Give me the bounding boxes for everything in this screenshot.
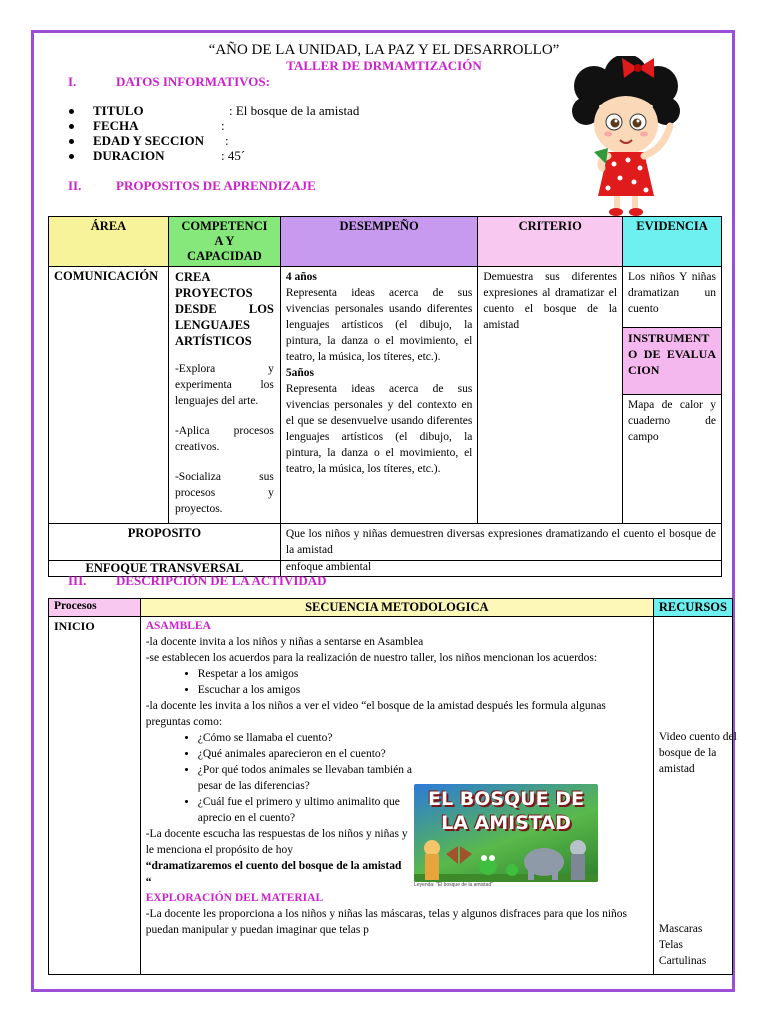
competencia-cell (168, 267, 280, 524)
header-area: ÁREA (49, 217, 169, 267)
list-item: • Respetar a los amigos (198, 666, 648, 682)
age-5: 5años (285, 367, 315, 379)
recurso-mascaras: Mascaras (658, 923, 703, 935)
paragraph-4: -La docente escucha las respuestas de los niños y niñas y le menciona el propósito de hoy (145, 828, 408, 856)
enfoque-label: ENFOQUE TRANSVERSAL (49, 561, 281, 577)
recurso-video: Video cuento del bosque de la amistad (658, 731, 737, 775)
recurso-telas: Telas (658, 939, 684, 951)
paragraph-2: -se establecen los acuerdos para la realización de nuestro taller, los niños mencionan los acuerdos: (145, 652, 598, 664)
header-recursos: RECURSOS (653, 599, 732, 617)
proceso-inicio: INICIO (49, 617, 141, 975)
field-duracion: DURACION : 45´ (93, 148, 245, 164)
bullet-icon (69, 124, 74, 129)
exploracion-heading: EXPLORACIÓN DEL MATERIAL (145, 892, 324, 904)
list-item: • ¿Por qué todos animales se llevaban también a pesar de las diferencias? (198, 762, 413, 794)
header-desempeno: DESEMPEÑO (280, 217, 477, 267)
header-evidencia: EVIDENCIA (623, 217, 722, 267)
activity-table (48, 598, 737, 975)
recursos-cell (653, 617, 737, 975)
proposito-label: PROPOSITO (49, 524, 281, 561)
recurso-cartulinas: Cartulinas (658, 955, 707, 967)
age-4: 4 años (285, 271, 317, 283)
header-competencia: COMPETENCI A Y CAPACIDAD (168, 217, 280, 267)
asamblea-heading: ASAMBLEA (145, 620, 211, 632)
banner-title-2: LA AMISTAD (441, 812, 571, 834)
video-thumbnail (414, 784, 598, 882)
desempeno-5: Representa ideas acerca de sus vivencias personales y del contexto en el que se desenvuelve usando diferentes lenguajes artísticos (el dibujo, la pintura, la danza o el movimiento, el teatro, la música, los títeres, etc.). (285, 383, 473, 475)
bullet-icon (69, 139, 74, 144)
bullet-icon (69, 109, 74, 114)
capacidad-2: -Aplica procesos creativos. (174, 425, 274, 453)
field-fecha: FECHA : (93, 118, 225, 134)
workshop-title: TALLER DE DRMAMTIZACIÓN (286, 58, 482, 73)
field-titulo: TITULO : El bosque de la amistad (93, 103, 359, 119)
paragraph-4-bold: “dramatizaremos el cuento del bosque de la amistad “ (145, 860, 402, 888)
enfoque-value: enfoque ambiental (280, 561, 721, 577)
desempeno-4: Representa ideas acerca de sus vivencias personales usando diferentes lenguajes artísticos (el dibujo, la pintura, la danza o el movimiento, el teatro, la música, los títeres, etc.). (285, 287, 473, 363)
preguntas-list (146, 730, 413, 826)
area-value: COMUNICACIÓN (49, 267, 169, 524)
animal-characters-icon (414, 834, 598, 882)
instrumento-value: Mapa de calor y cuaderno de campo (628, 399, 716, 443)
section-2-heading: II. PROPOSITOS DE APRENDIZAJE (68, 178, 316, 193)
paragraph-5: -La docente les proporciona a los niños y niñas las máscaras, telas y algunos disfraces para que los niños puedan manipular y puedan imaginar que telas p (145, 908, 627, 936)
criterio-value: Demuestra sus diferentes expresiones al dramatizar el cuento el bosque de la amistad (478, 267, 623, 524)
bullet-icon (69, 154, 74, 159)
list-item: • ¿Cómo se llamaba el cuento? (198, 730, 413, 746)
learning-purposes-table (48, 216, 722, 577)
thumbnail-caption: Leyenda: "El bosque de la amistad" (414, 882, 493, 888)
girl-illustration (568, 56, 684, 218)
list-item: • Escuchar a los amigos (198, 682, 648, 698)
proposito-value: Que los niños y niñas demuestren diversas expresiones dramatizando el cuento el bosque de la amistad (280, 524, 721, 561)
paragraph-1: -la docente invita a los niños y niñas a sentarse en Asamblea (145, 636, 424, 648)
capacidad-3: -Socializa sus procesos y proyectos. (174, 471, 274, 515)
evidencia-value: Los niños Y niñas dramatizan un cuento (628, 271, 716, 315)
field-edad-seccion: EDAD Y SECCION : (93, 133, 229, 149)
evidencia-cell (623, 267, 722, 524)
desempeno-cell (280, 267, 477, 524)
section-1-heading: I. DATOS INFORMATIVOS: (68, 74, 270, 89)
list-item: • ¿Cuál fue el primero y ultimo animalito que aprecio en el cuento? (198, 794, 413, 826)
list-item: • ¿Qué animales aparecieron en el cuento? (198, 746, 458, 762)
section-3-heading: III. DESCRIPCIÓN DE LA ACTIVIDAD (68, 573, 327, 588)
competencia-value: CREA PROYECTOS DESDE LOS LENGUAJES ARTÍSTICOS (174, 270, 274, 348)
paragraph-3: -la docente les invita a los niños a ver el video “el bosque de la amistad después les formula algunas preguntas como: (145, 700, 606, 728)
banner-title-1: EL BOSQUE DE (428, 788, 584, 810)
motto: “AÑO DE LA UNIDAD, LA PAZ Y EL DESARROLLO” (208, 42, 560, 58)
instrumento-label: INSTRUMENTO DE EVALUACION (623, 327, 721, 395)
header-secuencia: SECUENCIA METODOLOGICA (140, 599, 653, 617)
capacidad-1: -Explora y experimenta los lenguajes del arte. (174, 363, 274, 407)
header-procesos: Procesos (49, 599, 141, 617)
acuerdos-list (146, 666, 648, 698)
header-criterio: CRITERIO (478, 217, 623, 267)
